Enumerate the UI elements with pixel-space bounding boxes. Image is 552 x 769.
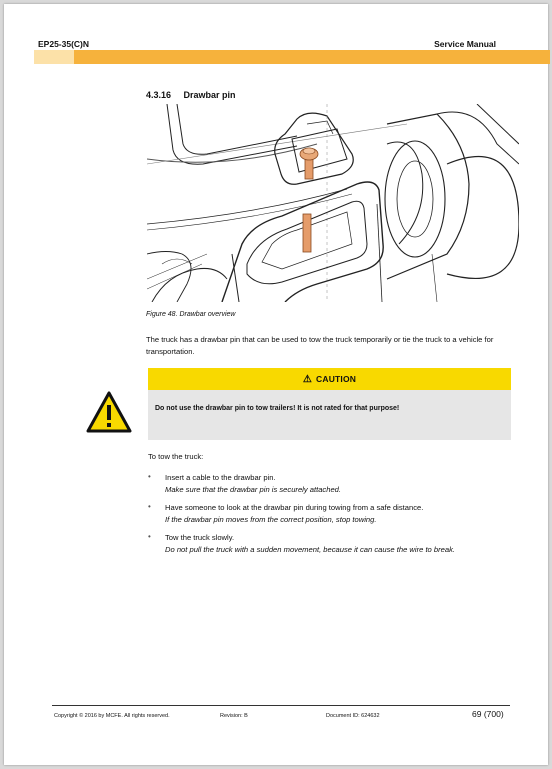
caution-box [148, 368, 511, 440]
step-instruction: Tow the truck slowly. [165, 533, 235, 542]
step-note: If the drawbar pin moves from the correct position, stop towing. [165, 515, 377, 524]
caution-small-icon: ⚠ [302, 373, 313, 385]
warning-triangle-icon [86, 391, 132, 433]
footer-divider [52, 705, 510, 706]
section-heading [146, 90, 236, 100]
tow-intro: To tow the truck: [148, 452, 204, 461]
figure-caption: Figure 48. Drawbar overview [146, 311, 236, 318]
caution-header [148, 368, 511, 390]
step-note: Make sure that the drawbar pin is securely attached. [165, 485, 342, 494]
intro-paragraph: The truck has a drawbar pin that can be used to tow the truck temporarily or tie the truck to a vehicle for transportation. [146, 335, 494, 356]
bullet-icon: • [148, 502, 151, 511]
step-note: Do not pull the truck with a sudden movement, because it can cause the wire to break. [165, 545, 455, 554]
footer-page-number: 69 (700) [472, 709, 504, 719]
section-number: 4.3.16 [146, 90, 172, 100]
caution-label: CAUTION [316, 374, 357, 384]
footer-document-id: Document ID: 624632 [326, 713, 380, 719]
tow-steps-list [148, 472, 518, 562]
section-title: Drawbar pin [183, 90, 236, 100]
list-item [148, 502, 518, 526]
header-accent-bar [34, 50, 550, 64]
step-instruction: Insert a cable to the drawbar pin. [165, 473, 276, 482]
bullet-icon: • [148, 532, 151, 541]
list-item [148, 472, 518, 496]
header-model: EP25-35(C)N [38, 39, 90, 49]
header-title: Service Manual [434, 39, 496, 49]
footer-copyright: Copyright © 2016 by MCFE. All rights reserved. [54, 713, 170, 719]
step-instruction: Have someone to look at the drawbar pin during towing from a safe distance. [165, 503, 424, 512]
drawbar-illustration [147, 104, 519, 302]
list-item [148, 532, 518, 556]
manual-page [4, 4, 548, 765]
footer-revision: Revision: B [220, 713, 248, 719]
caution-text: Do not use the drawbar pin to tow trailers! It is not rated for that purpose! [155, 405, 400, 412]
drawbar-figure [147, 104, 519, 302]
bullet-icon: • [148, 472, 151, 481]
